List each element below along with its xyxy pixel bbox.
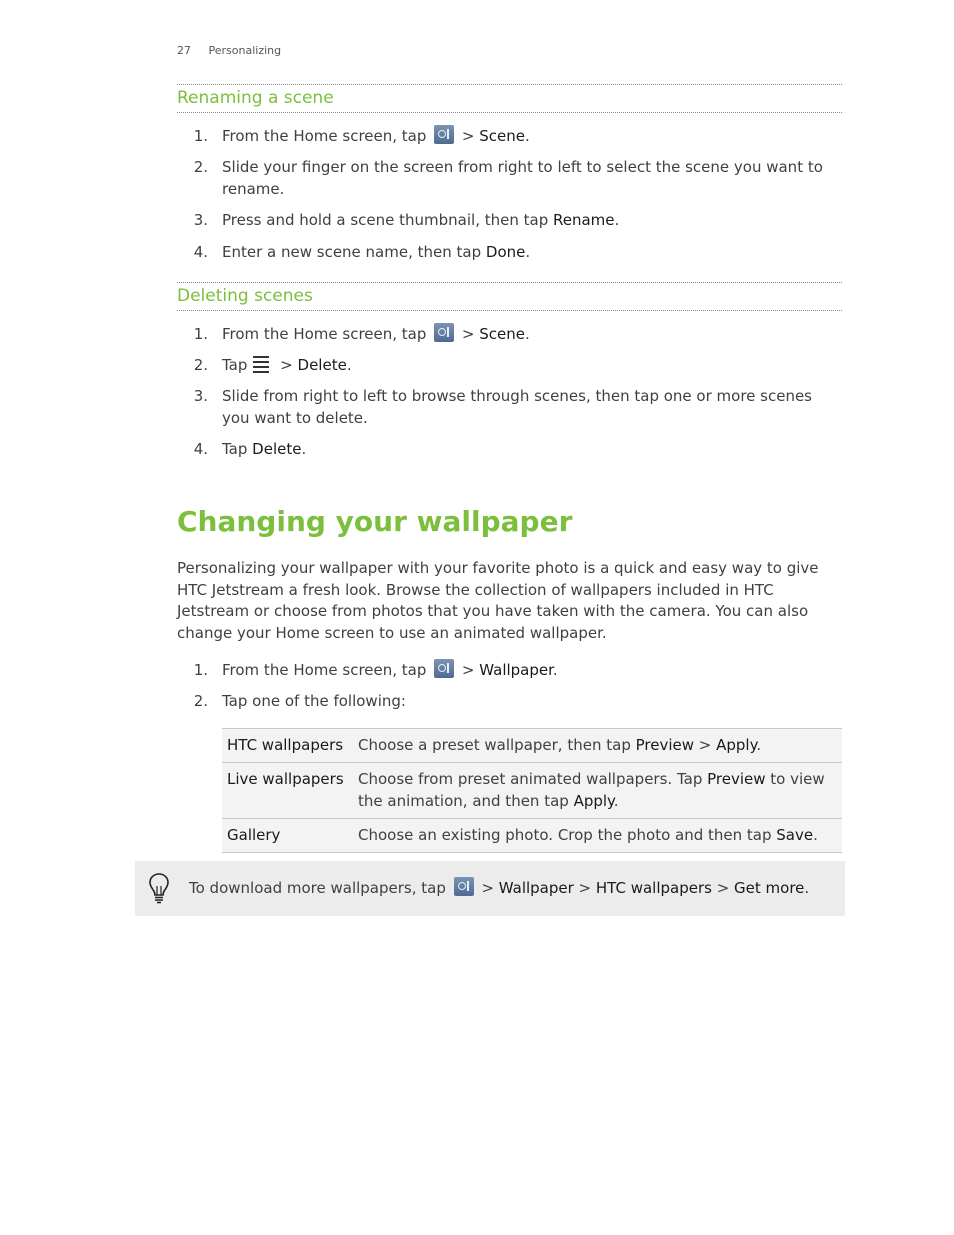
section-title: Deleting scenes — [177, 286, 313, 306]
menu-icon — [253, 356, 269, 373]
page-header — [177, 44, 281, 57]
table-row: Live wallpapers Choose from preset animated wallpapers. Tap Preview to view the animation, and then tap Apply. — [222, 763, 842, 819]
section-heading-deleting — [177, 282, 842, 311]
tip-box — [135, 861, 845, 916]
chapter-heading: Changing your wallpaper — [177, 505, 573, 538]
wallpaper-options-table — [222, 728, 842, 853]
page-number: 27 — [177, 44, 191, 57]
lightbulb-icon — [148, 872, 170, 904]
table-row: Gallery Choose an existing photo. Crop the photo and then tap Save. — [222, 819, 842, 853]
chapter-name: Personalizing — [208, 44, 282, 57]
all-apps-icon — [434, 323, 454, 342]
all-apps-icon — [434, 125, 454, 144]
tip-text: To download more wallpapers, tap > Wallpaper > HTC wallpapers > Get more. — [189, 879, 810, 897]
table-row: HTC wallpapers Choose a preset wallpaper, then tap Preview > Apply. — [222, 729, 842, 763]
section-heading-renaming — [177, 84, 842, 113]
intro-paragraph: Personalizing your wallpaper with your favorite photo is a quick and easy way to give HTC Jetstream a fresh look. Browse the collection of wallpapers included in HTC Jetstream or choose from photos that you have taken with the camera. You can also change your Home screen to use an animated wallpaper. — [177, 559, 819, 642]
section-title: Renaming a scene — [177, 88, 334, 108]
all-apps-icon — [454, 877, 474, 896]
all-apps-icon — [434, 659, 454, 678]
